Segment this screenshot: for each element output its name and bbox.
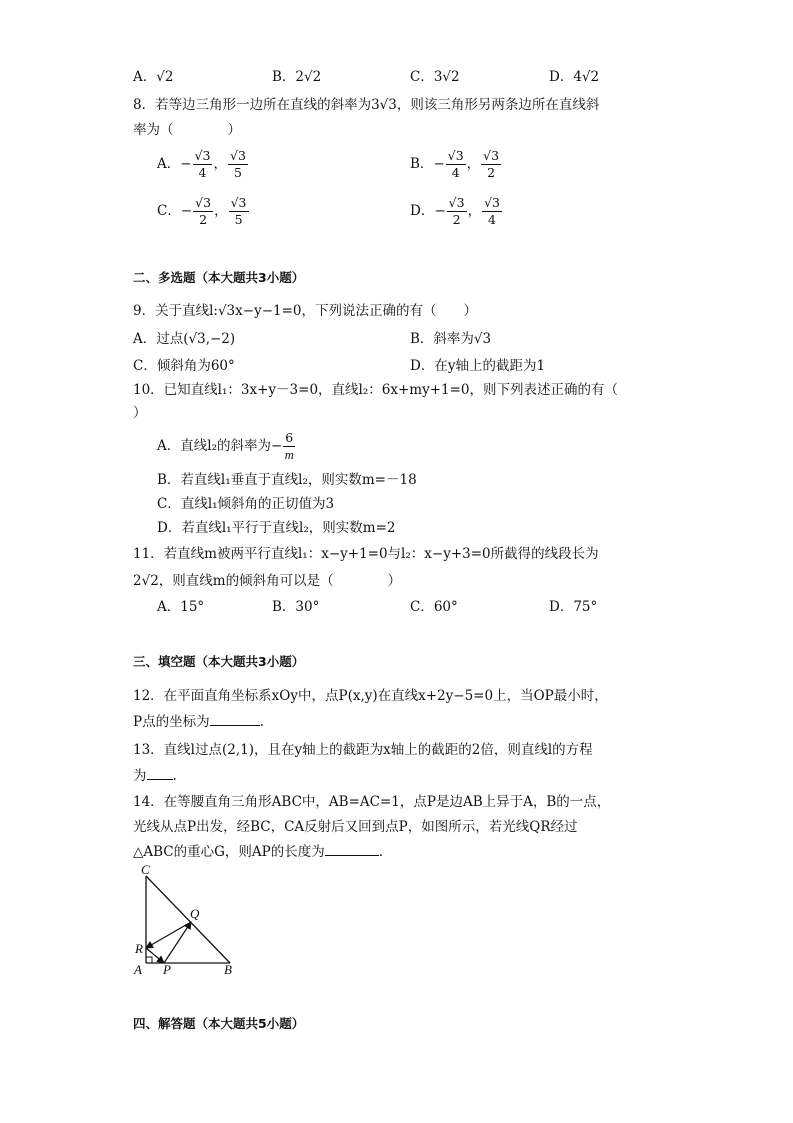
q9-stem: 9．关于直线l:√3x−y−1=0，下列说法正确的有（ ） <box>133 303 477 319</box>
section-3-heading: 三、填空题（本大题共3小题） <box>133 654 305 669</box>
section-2-heading: 二、多选题（本大题共3小题） <box>133 270 305 285</box>
q14-stem-text: △ABC的重心G，则AP的长度为 <box>133 844 325 860</box>
q13-answer-blank[interactable] <box>147 767 173 780</box>
ray-q-to-r <box>146 922 191 948</box>
label-p: P <box>163 962 171 977</box>
q10-stem-line2: ） <box>133 405 147 421</box>
q8-option-a-label: A． <box>157 156 181 172</box>
q11-option-b: B．30° <box>272 599 320 615</box>
q9-option-b: B．斜率为√3 <box>410 331 492 347</box>
section-4-heading: 四、解答题（本大题共5小题） <box>133 1016 305 1031</box>
q7-option-d: D．4√2 <box>549 69 600 85</box>
q11-stem-line2: 2√2，则直线m的倾斜角可以是（ ） <box>133 573 402 589</box>
ray-r-to-p <box>146 948 164 963</box>
q10-stem-line1: 10．已知直线l₁：3x+y－3=0，直线l₂：6x+my+1=0，则下列表述正确的有（ <box>133 382 619 398</box>
fraction: $\frac{√3}{4}$ <box>447 148 464 180</box>
ray-p-to-q <box>164 922 191 963</box>
q12-stem-end: . <box>259 714 264 730</box>
q8-stem-line2: 率为（ ） <box>133 122 241 138</box>
q9-option-c: C．倾斜角为60° <box>133 358 235 374</box>
q9-option-d: D．在y轴上的截距为1 <box>410 358 546 374</box>
q8-option-c: C．− $\frac{√3}{2}$ ， $\frac{√3}{5}$ <box>157 195 247 227</box>
fraction: $\frac{√3}{2}$ <box>448 195 465 227</box>
q13-stem-line1: 13．直线l过点(2,1)，且在y轴上的截距为x轴上的截距的2倍，则直线l的方程 <box>133 742 593 758</box>
fraction: $\frac{√3}{5}$ <box>230 195 247 227</box>
q8-stem-line1: 8．若等边三角形一边所在直线的斜率为3√3，则该三角形另两条边所在直线斜 <box>133 97 600 113</box>
q7-option-b: B．2√2 <box>272 69 322 85</box>
q8-option-c-label: C． <box>157 203 181 219</box>
fraction: $\frac{√3}{2}$ <box>195 195 212 227</box>
q14-stem-line3 <box>133 842 383 862</box>
fraction: $\frac{√3}{4}$ <box>194 148 211 180</box>
q14-stem-line2: 光线从点P出发，经BC，CA反射后又回到点P，如图所示，若光线QR经过 <box>133 819 578 835</box>
fraction: $\frac{√3}{4}$ <box>484 195 500 227</box>
label-b: B <box>224 962 232 977</box>
q13-stem-end: . <box>172 768 177 784</box>
label-r: R <box>135 941 143 956</box>
q14-stem-end: . <box>378 844 384 860</box>
q11-stem-line1: 11．若直线m被两平行直线l₁：x−y+1=0与l₂：x−y+3=0所截得的线段长为 <box>133 546 599 562</box>
q8-option-a: A．− $\frac{√3}{4}$ ， $\frac{√3}{5}$ <box>157 148 246 180</box>
right-angle-mark <box>146 957 152 963</box>
q7-option-a: A．√2 <box>133 69 174 85</box>
triangle-figure <box>128 862 248 980</box>
q10-option-b: B．若直线l₁垂直于直线l₂，则实数m=－18 <box>157 472 417 488</box>
label-c: C <box>141 862 150 877</box>
q7-option-c: C．3√2 <box>410 69 460 85</box>
q14-answer-blank[interactable] <box>325 843 379 856</box>
side-bc <box>146 876 230 963</box>
q8-option-b: B．− $\frac{√3}{4}$ ， $\frac{√3}{2}$ <box>410 148 500 180</box>
q13-stem-text: 为 <box>133 768 147 784</box>
q11-option-c: C．60° <box>410 599 458 615</box>
q13-stem-line2 <box>133 766 177 786</box>
fraction: $\frac{√3}{5}$ <box>229 148 246 180</box>
label-a: A <box>134 962 142 977</box>
q8-option-d: D．− $\frac{√3}{2}$ ， $\frac{√3}{4}$ <box>410 195 500 227</box>
fraction: $\frac{√3}{2}$ <box>483 148 500 180</box>
q10-option-a-text: A．直线l₂的斜率为− <box>157 438 283 454</box>
q12-answer-blank[interactable] <box>210 713 260 726</box>
label-q: Q <box>190 906 200 921</box>
q12-stem-line2 <box>133 712 264 732</box>
q10-option-c: C．直线l₁倾斜角的正切值为3 <box>157 496 335 512</box>
q9-option-a: A．过点(√3,−2) <box>133 331 236 347</box>
q14-stem-line1: 14．在等腰直角三角形ABC中，AB=AC=1，点P是边AB上异于A，B的一点， <box>133 794 611 810</box>
q12-stem-text: P点的坐标为 <box>133 714 210 730</box>
q11-option-a: A．15° <box>157 599 205 615</box>
q10-option-d: D．若直线l₁平行于直线l₂，则实数m=2 <box>157 520 396 536</box>
q12-stem-line1: 12．在平面直角坐标系xOy中，点P(x,y)在直线x+2y−5=0上，当OP最小时， <box>133 688 608 704</box>
q11-option-d: D．75° <box>549 599 598 615</box>
q10-option-a <box>157 430 296 463</box>
q8-option-d-label: D． <box>410 203 435 219</box>
q8-option-b-label: B． <box>410 156 434 172</box>
fraction: $\frac{6}{m}$ <box>284 430 294 462</box>
